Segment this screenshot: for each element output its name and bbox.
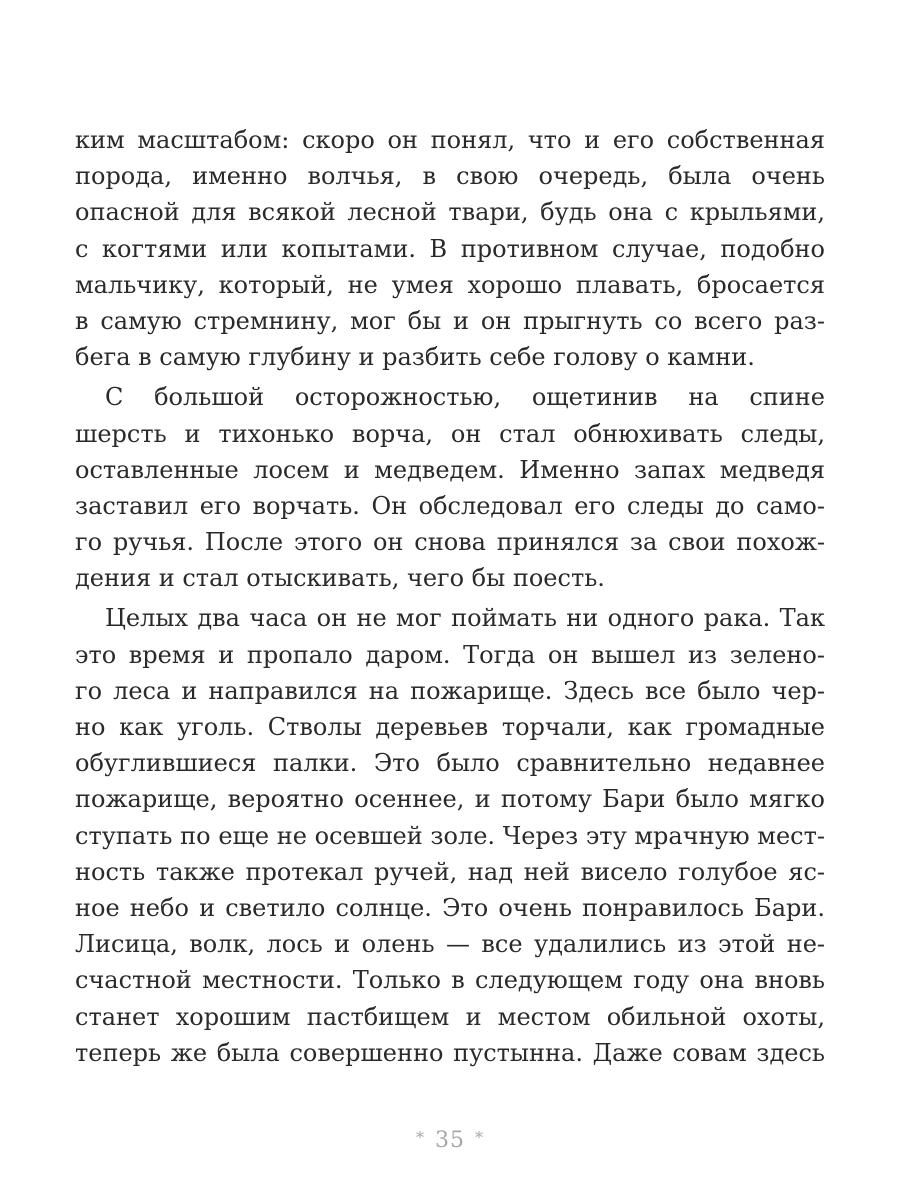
paragraph-2-line-3: оставленные лосем и медведем. Именно запах медведя: [75, 455, 825, 484]
paragraph-1-line-2: порода, именно волчья, в свою очередь, была очень: [75, 162, 825, 191]
paragraph-3-line-11: счастной местности. Только в следующем году она вновь: [75, 966, 825, 995]
paragraph-3-line-10: Лисица, волк, лось и олень — все удалились из этой не-: [75, 930, 825, 959]
paragraph-1-line-4: с когтями или копытами. В противном случае, подобно: [75, 234, 825, 263]
paragraph-2-line-1: С большой осторожностью, ощетинив на спине: [105, 383, 825, 412]
body-text: [75, 122, 825, 1071]
paragraph-3-line-6: пожарище, вероятно осеннее, и потому Бари было мягко: [75, 785, 825, 814]
paragraph-3-line-8: ность также протекал ручей, над ней висело голубое яс-: [75, 857, 825, 886]
paragraph-3-line-12: станет хорошим пастбищем и местом обильной охоты,: [75, 1002, 825, 1031]
paragraph-2-line-6: дения и стал отыскивать, чего бы поесть.: [75, 564, 605, 593]
paragraph-3-line-1: Целых два часа он не мог поймать ни одного рака. Так: [105, 604, 825, 633]
paragraph-3-line-13: теперь же была совершенно пустынна. Даже совам здесь: [75, 1038, 825, 1067]
paragraph-3-line-4: но как уголь. Стволы деревьев торчали, как громадные: [75, 713, 825, 741]
footer-star-right: *: [475, 1128, 484, 1147]
paragraph-2-line-4: заставил его ворчать. Он обследовал его следы до само-: [75, 491, 825, 520]
paragraph-1-line-3: опасной для всякой лесной твари, будь она с крыльями,: [75, 198, 825, 227]
paragraph-2-line-5: го ручья. После этого он снова принялся за свои похож-: [75, 528, 825, 557]
paragraph-1-line-5: мальчику, который, не умея хорошо плавать, бросается: [75, 270, 825, 299]
footer-star-left: *: [416, 1128, 425, 1147]
paragraph-1-line-1: ким масштабом: скоро он понял, что и его собственная: [75, 126, 825, 154]
paragraph-2-line-2: шерсть и тихонько ворча, он стал обнюхивать следы,: [75, 419, 825, 448]
paragraph-3-line-7: ступать по еще не осевшей золе. Через эту мрачную мест-: [75, 821, 825, 850]
page-number: 35: [435, 1128, 465, 1153]
paragraph-3-line-3: го леса и направился на пожарище. Здесь все было чер-: [75, 676, 825, 705]
paragraph-1-line-6: в самую стремнину, мог бы и он прыгнуть со всего раз-: [75, 306, 825, 335]
page-footer: [0, 1128, 900, 1153]
paragraph-3-line-5: обуглившиеся палки. Это было сравнительно недавнее: [75, 749, 825, 778]
paragraph-1-line-7: бега в самую глубину и разбить себе голову о камни.: [75, 343, 755, 372]
paragraph-3-line-2: это время и пропало даром. Тогда он вышел из зелено-: [75, 640, 825, 669]
paragraph-3-line-9: ное небо и светило солнце. Это очень понравилось Бари.: [75, 893, 825, 922]
